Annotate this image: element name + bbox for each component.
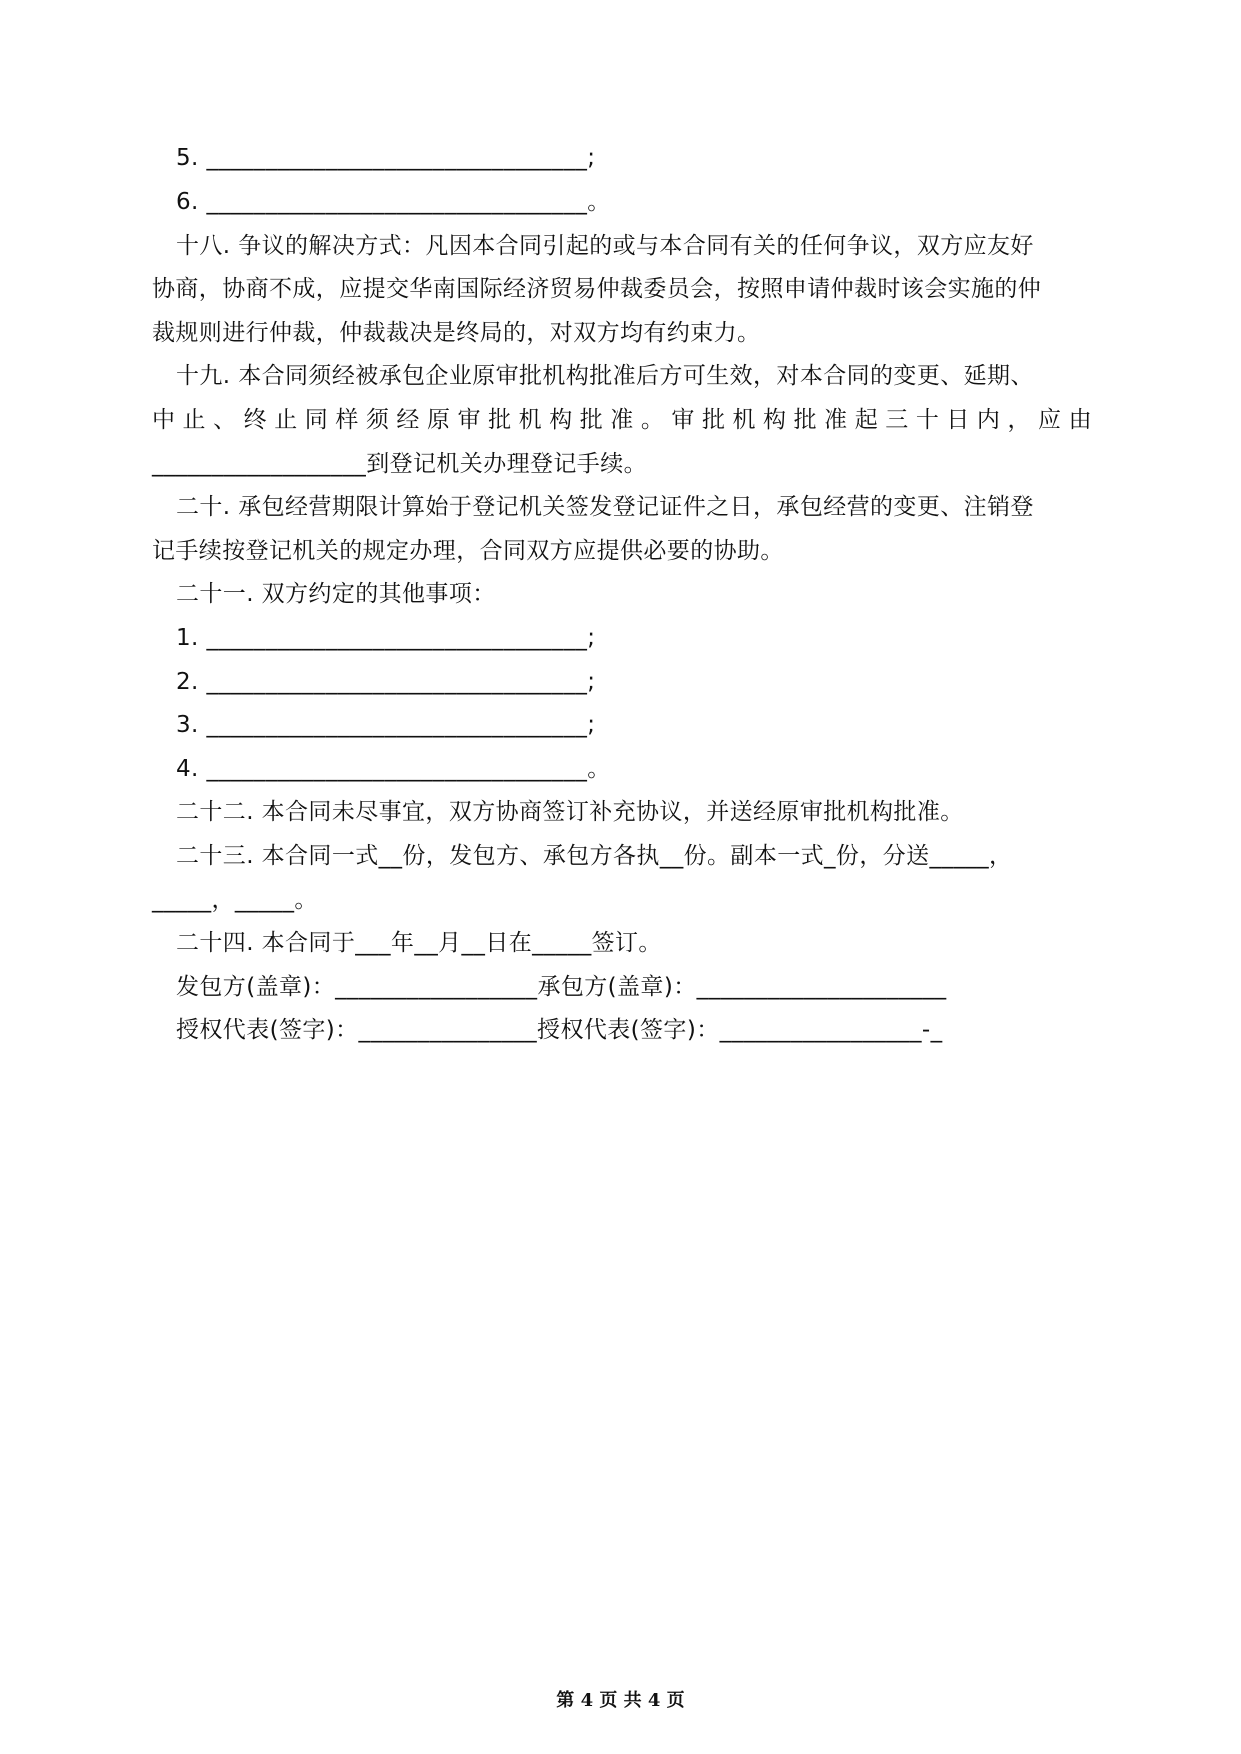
blank-item-2: 2. ________________________________; xyxy=(176,669,596,695)
blank-item-5: 5. ________________________________; xyxy=(176,145,596,171)
clause-24: 二十四. 本合同于___年__月__日在_____签订。 xyxy=(176,930,662,956)
blank-item-1: 1. ________________________________; xyxy=(176,625,596,651)
seal-line: 发包方(盖章)：_________________承包方(盖章)：_____________________ xyxy=(176,974,947,1000)
clause-22: 二十二. 本合同未尽事宜，双方协商签订补充协议，并送经原审批机构批准。 xyxy=(176,799,964,825)
clause-21-heading: 二十一. 双方约定的其他事项： xyxy=(176,581,496,607)
page-number: 第 4 页 共 4 页 xyxy=(556,1690,685,1711)
blank-item-4: 4. ________________________________。 xyxy=(176,756,611,782)
clause-20-line-1: 二十. 承包经营期限计算始于登记机关签发登记证件之日，承包经营的变更、注销登 xyxy=(176,494,1034,520)
blank-item-6: 6. ________________________________。 xyxy=(176,189,611,215)
clause-18-line-1: 十八. 争议的解决方式：凡因本合同引起的或与本合同有关的任何争议，双方应友好 xyxy=(176,233,1034,259)
clause-18-line-2: 协商，协商不成，应提交华南国际经济贸易仲裁委员会，按照申请仲裁时该会实施的仲 xyxy=(152,276,1042,302)
clause-19-line-1: 十九. 本合同须经被承包企业原审批机构批准后方可生效，对本合同的变更、延期、 xyxy=(176,363,1034,389)
clause-19-line-2: 中止、终止同样须经原审批机构批准。审批机构批准起三十日内，应由 xyxy=(152,407,1092,433)
blank-item-3: 3. ________________________________; xyxy=(176,712,596,738)
clause-19-line-3: __________________到登记机关办理登记手续。 xyxy=(152,451,647,477)
clause-18-line-3: 裁规则进行仲裁，仲裁裁决是终局的，对双方均有约束力。 xyxy=(152,320,761,346)
clause-20-line-2: 记手续按登记机关的规定办理，合同双方应提供必要的协助。 xyxy=(152,538,784,564)
clause-23-line-1: 二十三. 本合同一式__份，发包方、承包方各执__份。副本一式_份，分送_____， xyxy=(176,843,1013,869)
clause-23-line-2: _____，_____。 xyxy=(152,887,318,913)
signature-line: 授权代表(签字)：_______________授权代表(签字)：_________________-_ xyxy=(176,1017,943,1043)
